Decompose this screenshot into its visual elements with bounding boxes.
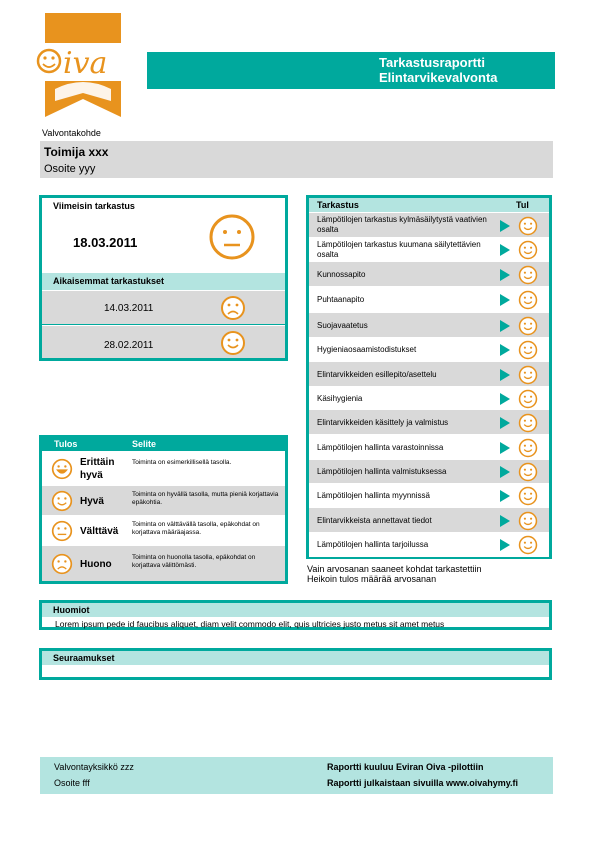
inspection-row: [309, 460, 549, 484]
inspection-label: Kunnossapito: [317, 270, 366, 279]
legend-description: Toiminta on välttävällä tasolla, epäkohdat on korjattava määräajassa.: [132, 521, 260, 536]
inspection-label: Elintarvikkeiden esillepito/asettelu: [317, 370, 437, 379]
oiva-logo: [33, 13, 133, 123]
inspection-note: Heikoin tulos määrää arvosanan: [307, 574, 437, 584]
inspection-label: Lämpötilojen tarkastus kylmäsäilytystä vaativien osalta: [317, 215, 487, 234]
play-arrow-icon: [500, 344, 510, 356]
play-arrow-icon: [500, 515, 510, 527]
legend-description: Toiminta on esimerkillisellä tasolla.: [132, 459, 232, 466]
inspection-label: Lämpötilojen hallinta myynnissä: [317, 491, 430, 500]
footer-pilot-note: Raportti kuuluu Eviran Oiva -pilottiin: [327, 762, 484, 772]
smile-face-icon: [220, 330, 246, 361]
legend-label: Huono: [80, 559, 112, 570]
neutral-face-icon: [208, 213, 256, 266]
target-name: Toimija xxx: [44, 145, 109, 159]
footer-address: Osoite fff: [54, 778, 90, 788]
target-label: Valvontakohde: [42, 128, 101, 138]
inspection-row: [309, 313, 549, 338]
inspection-row: [309, 362, 549, 387]
target-address: Osoite yyy: [44, 163, 96, 175]
inspection-row: [309, 533, 549, 557]
inspection-list-header: [309, 198, 549, 212]
big-smile-face-icon: [51, 458, 73, 485]
inspection-label: Käsihygienia: [317, 394, 363, 403]
legend-row: [42, 452, 285, 485]
sad-face-icon: [51, 553, 73, 580]
previous-inspection-row: [42, 291, 285, 325]
inspection-label: Lämpötilojen hallinta valmistuksessa: [317, 467, 447, 476]
inspection-row: [309, 262, 549, 287]
inspection-label: Suojavaatetus: [317, 321, 368, 330]
play-arrow-icon: [500, 320, 510, 332]
legend-label: Välttävä: [80, 526, 119, 537]
footer-publish-note: Raportti julkaistaan sivuilla www.oivahymy.fi: [327, 778, 519, 788]
remarks-header: [42, 603, 549, 617]
remarks-title: Huomiot: [53, 605, 90, 615]
logo-text: iva: [63, 46, 108, 81]
play-arrow-icon: [500, 490, 510, 502]
legend-row: [42, 486, 285, 515]
latest-inspection-title: Viimeisin tarkastus: [53, 201, 135, 211]
inspection-label: Lämpötilojen tarkastus kuumana säilytettävien osalta: [317, 240, 481, 259]
play-arrow-icon: [500, 294, 510, 306]
result-column-header: Tul: [516, 200, 529, 210]
play-arrow-icon: [500, 220, 510, 232]
legend-label: Hyvä: [80, 496, 104, 507]
play-arrow-icon: [500, 417, 510, 429]
inspection-label: Lämpötilojen hallinta varastoinnissa: [317, 443, 444, 452]
inspection-column-header: Tarkastus: [317, 200, 359, 210]
latest-inspection-date: 18.03.2011: [73, 235, 138, 250]
legend-row: [42, 546, 285, 581]
inspection-row: [309, 508, 549, 533]
inspection-label: Puhtaanapito: [317, 295, 365, 304]
previous-inspections-title: Aikaisemmat tarkastukset: [53, 276, 165, 286]
previous-inspection-date: 28.02.2011: [104, 340, 154, 351]
header-bar: [147, 52, 555, 89]
inspection-row: [309, 410, 549, 435]
legend-header: [42, 438, 285, 451]
inspection-row: [309, 387, 549, 410]
report-subtitle: Elintarvikevalvonta: [379, 70, 498, 85]
play-arrow-icon: [500, 442, 510, 454]
legend-description: Toiminta on hyvällä tasolla, mutta pieniä korjattavia epäkohtia.: [132, 491, 279, 506]
footer-unit: Valvontayksikkö zzz: [54, 762, 134, 772]
smile-face-icon: [518, 290, 538, 315]
play-arrow-icon: [500, 393, 510, 405]
smile-face-icon: [518, 535, 538, 560]
target-box: [40, 141, 553, 178]
previous-inspection-row: [42, 326, 285, 358]
inspection-row: [309, 338, 549, 362]
inspection-row: [309, 287, 549, 313]
sad-face-icon: [220, 295, 246, 326]
inspection-label: Hygieniaosaamistodistukset: [317, 345, 417, 354]
play-arrow-icon: [500, 466, 510, 478]
inspection-row: [309, 484, 549, 508]
footer: [40, 757, 553, 794]
play-arrow-icon: [500, 269, 510, 281]
inspection-label: Elintarvikkeiden käsittely ja valmistus: [317, 418, 449, 427]
followups-header: [42, 651, 549, 665]
play-arrow-icon: [500, 369, 510, 381]
smile-face-icon: [51, 490, 73, 517]
legend-label: Erittäin hyvä: [80, 457, 115, 481]
remarks-text: Lorem ipsum pede id faucibus aliquet, diam velit commodo elit, quis ultricies justo metus sit amet metus: [55, 619, 445, 629]
neutral-face-icon: [51, 520, 73, 547]
previous-inspection-date: 14.03.2011: [104, 303, 154, 314]
play-arrow-icon: [500, 539, 510, 551]
legend-description: Toiminta on huonolla tasolla, epäkohdat on korjattava välittömästi.: [132, 554, 256, 569]
legend-result-header: Tulos: [54, 439, 78, 449]
inspection-label: Elintarvikkeista annettavat tiedot: [317, 516, 432, 525]
play-arrow-icon: [500, 244, 510, 256]
followups-title: Seuraamukset: [53, 653, 115, 663]
inspection-label: Lämpötilojen hallinta tarjoilussa: [317, 540, 429, 549]
inspection-row: [309, 238, 549, 262]
inspection-note: Vain arvosanan saaneet kohdat tarkastettiin: [307, 564, 482, 574]
inspection-row: [309, 435, 549, 460]
legend-description-header: Selite: [132, 439, 157, 449]
report-title: Tarkastusraportti: [379, 55, 485, 70]
inspection-row: [309, 213, 549, 238]
legend-row: [42, 515, 285, 546]
